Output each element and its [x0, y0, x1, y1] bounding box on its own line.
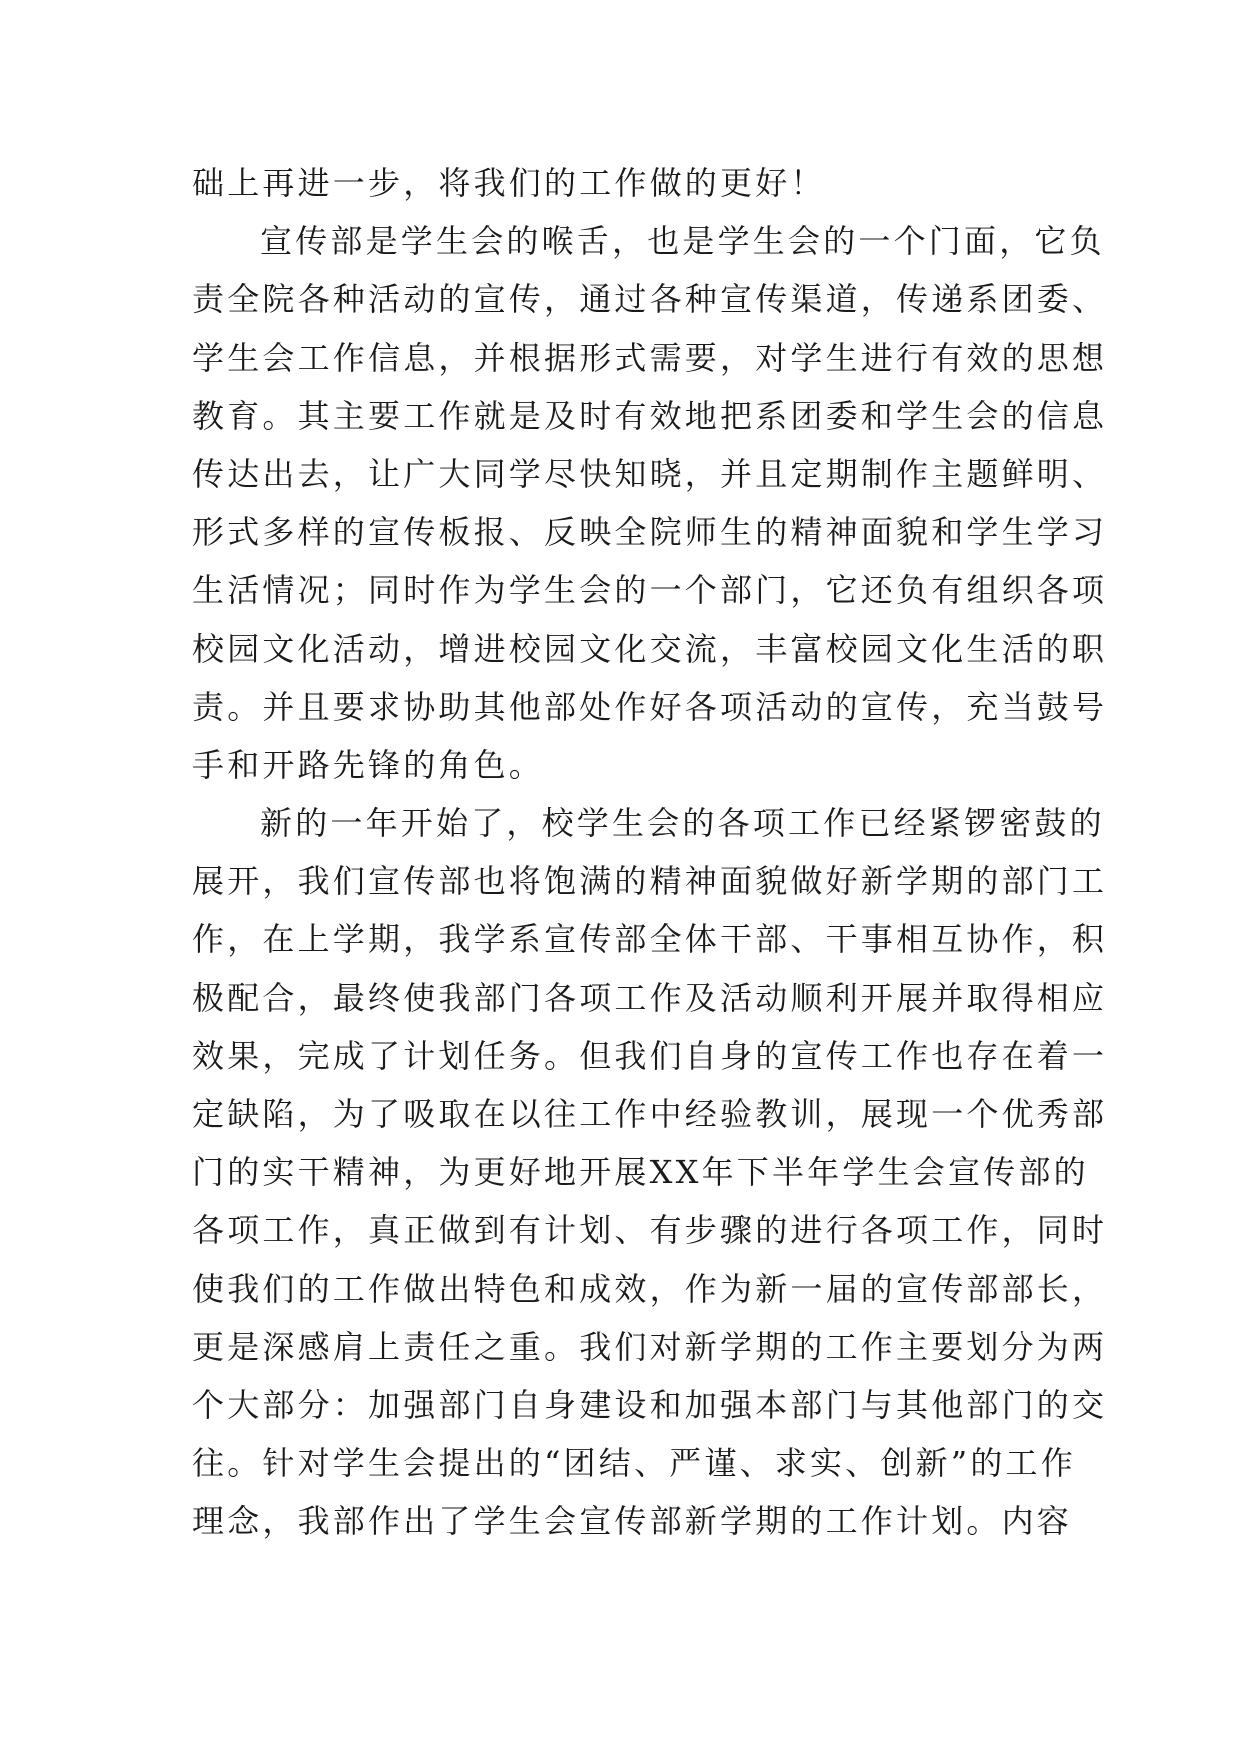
text-line: 使我们的工作做出特色和成效，作为新一届的宣传部部长，: [192, 1269, 1108, 1308]
text-line: 生活情况；同时作为学生会的一个部门，它还负有组织各项: [192, 571, 1108, 610]
text-line: 往。针对学生会提出的“团结、严谨、求实、创新”的工作: [192, 1444, 1076, 1483]
text-line: 各项工作，真正做到有计划、有步骤的进行各项工作，同时: [192, 1211, 1108, 1250]
text-line: 形式多样的宣传板报、反映全院师生的精神面貌和学生学习: [192, 513, 1108, 552]
text-line: 责全院各种活动的宣传，通过各种宣传渠道，传递系团委、: [192, 280, 1108, 319]
text-line: 手和开路先锋的角色。: [192, 745, 545, 784]
text-line: 极配合，最终使我部门各项工作及活动顺利开展并取得相应: [192, 978, 1108, 1017]
text-line: 作，在上学期，我学系宣传部全体干部、干事相互协作，积: [192, 920, 1108, 959]
text-line: 定缺陷，为了吸取在以往工作中经验教训，展现一个优秀部: [192, 1095, 1108, 1133]
text-line: 门的实干精神，为更好地开展XX年下半年学生会宣传部的: [192, 1153, 1089, 1192]
text-line: 责。并且要求协助其他部处作好各项活动的宣传，充当鼓号: [192, 687, 1108, 726]
text-line: 理念，我部作出了学生会宣传部新学期的工作计划。内容: [192, 1502, 1073, 1541]
text-line: 学生会工作信息，并根据形式需要，对学生进行有效的思想: [192, 338, 1108, 377]
text-line: 传达出去，让广大同学尽快知晓，并且定期制作主题鲜明、: [192, 454, 1108, 493]
text-line: 展开，我们宣传部也将饱满的精神面貌做好新学期的部门工: [192, 862, 1108, 901]
paragraph-first-line: 新的一年开始了，校学生会的各项工作已经紧锣密鼓的: [260, 804, 1105, 843]
text-line: 校园文化活动，增进校园文化交流，丰富校园文化生活的职: [192, 629, 1108, 668]
body-text: [192, 154, 1108, 1551]
paragraph-first-line: 宣传部是学生会的喉舌，也是学生会的一个门面，它负: [260, 222, 1105, 261]
text-line: 础上再进一步，将我们的工作做的更好！: [192, 164, 826, 202]
text-line: 效果，完成了计划任务。但我们自身的宣传工作也存在着一: [192, 1036, 1108, 1075]
text-line: 个大部分：加强部门自身建设和加强本部门与其他部门的交: [192, 1385, 1108, 1424]
text-line: 更是深感肩上责任之重。我们对新学期的工作主要划分为两: [192, 1327, 1108, 1366]
text-line: 教育。其主要工作就是及时有效地把系团委和学生会的信息: [192, 396, 1108, 435]
